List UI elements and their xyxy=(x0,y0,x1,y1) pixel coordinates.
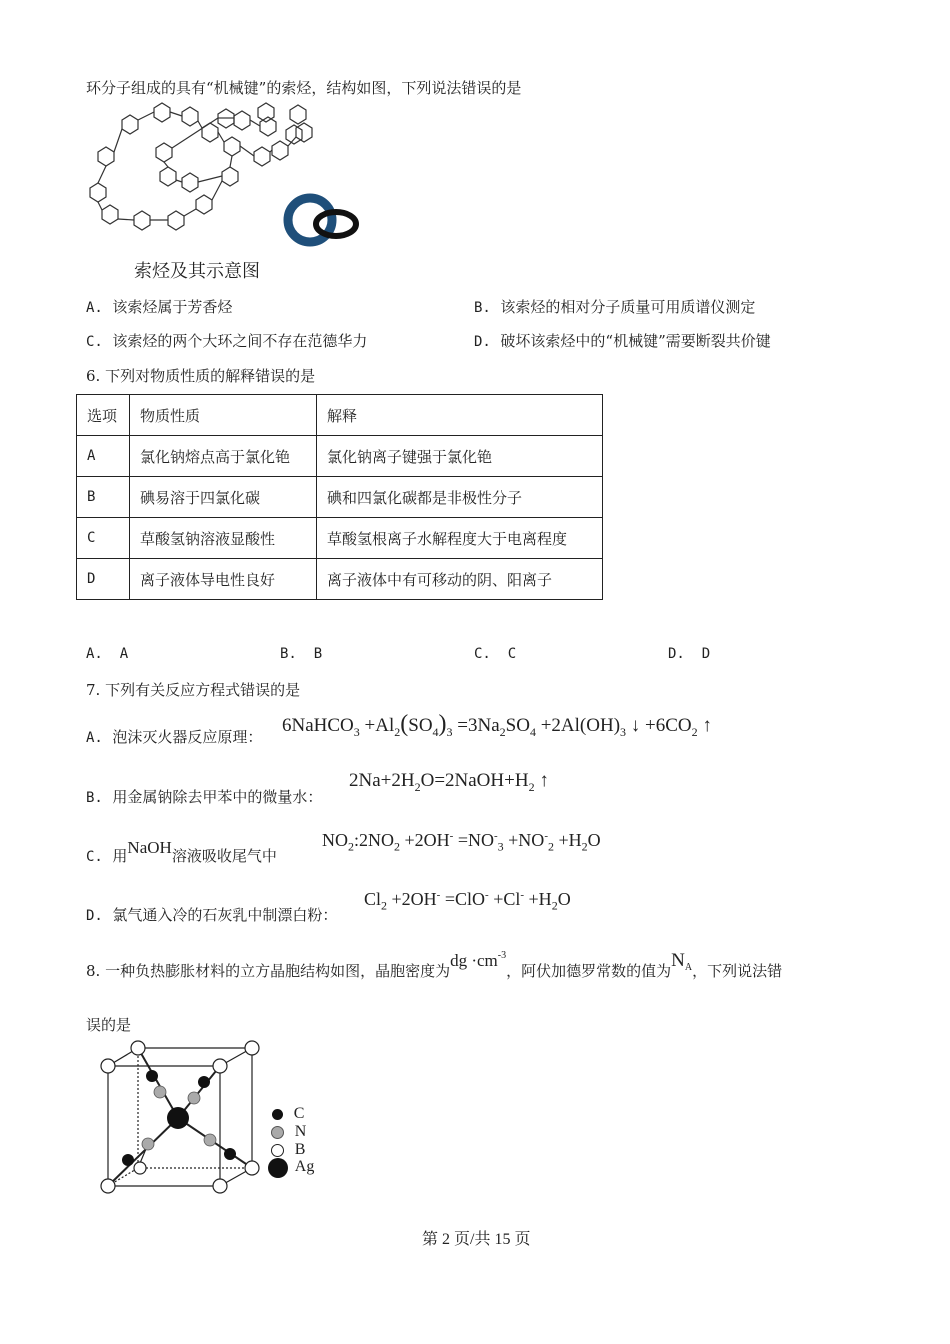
table-cell: 碘易溶于四氯化碳 xyxy=(130,477,317,518)
table-cell: 离子液体导电性良好 xyxy=(130,559,317,600)
benzene-ring xyxy=(272,141,288,160)
table-cell: 氯化钠熔点高于氯化铯 xyxy=(130,436,317,477)
table-cell: C xyxy=(77,518,130,559)
table-cell: D xyxy=(77,559,130,600)
table-header-cell: 选项 xyxy=(77,395,130,436)
legend-item-b: B xyxy=(268,1140,314,1158)
benzene-ring xyxy=(224,137,240,156)
benzene-ring xyxy=(160,167,176,186)
benzene-ring xyxy=(222,167,238,186)
q6-option-c[interactable]: C. C xyxy=(474,646,517,662)
benzene-ring xyxy=(202,123,218,142)
benzene-ring xyxy=(98,147,114,166)
q7-stem: 7. 下列有关反应方程式错误的是 xyxy=(86,681,301,699)
table-row xyxy=(77,518,603,559)
table-cell: B xyxy=(77,477,130,518)
q7-equation-d: $Cl_2 +2OH^- =ClO^- +Cl^- +H_2O$ xyxy=(364,889,571,913)
benzene-ring xyxy=(134,211,150,230)
q7-equation-c: $NO_2:2NO_2 +2OH^- =NO^-_3 +NO^-_2 +H_2O$ xyxy=(322,830,601,854)
q5-stem: 环分子组成的具有“机械键”的索烃，结构如图，下列说法错误的是 xyxy=(86,79,522,97)
q5-option-d[interactable]: D. 破坏该索烃中的“机械键”需要断裂共价键 xyxy=(474,332,771,350)
q7-option-a[interactable]: A. 泡沫灭火器反应原理： xyxy=(86,728,263,746)
benzene-ring xyxy=(182,173,198,192)
table-row xyxy=(77,477,603,518)
q6-option-b[interactable]: B. B xyxy=(280,646,323,662)
q6-option-d[interactable]: D. D xyxy=(668,646,711,662)
table-header-cell: 解释 xyxy=(317,395,603,436)
benzene-ring xyxy=(254,147,270,166)
table-cell: 草酸氢钠溶液显酸性 xyxy=(130,518,317,559)
benzene-ring xyxy=(102,205,118,224)
table-cell: 碘和四氯化碳都是非极性分子 xyxy=(317,477,603,518)
benzene-ring xyxy=(90,183,106,202)
legend-item-ag: Ag xyxy=(268,1158,314,1182)
benzene-ring xyxy=(122,115,138,134)
catenane-structure-figure xyxy=(84,100,374,250)
benzene-ring xyxy=(196,195,212,214)
q5-figure-caption: 索烃及其示意图 xyxy=(134,261,260,282)
crystal-legend xyxy=(268,1104,314,1182)
table-header-cell: 物质性质 xyxy=(130,395,317,436)
table-cell: 草酸氢根离子水解程度大于电离程度 xyxy=(317,518,603,559)
page-number: 第 2 页/共 15 页 xyxy=(422,1231,531,1248)
benzene-ring xyxy=(182,107,198,126)
table-cell: 离子液体中有可移动的阴、阳离子 xyxy=(317,559,603,600)
benzene-ring xyxy=(154,103,170,122)
q6-table xyxy=(76,394,603,600)
benzene-ring xyxy=(286,125,302,144)
benzene-ring xyxy=(258,103,274,122)
legend-item-c: C xyxy=(268,1104,314,1122)
benzene-ring xyxy=(290,105,306,124)
q5-option-b[interactable]: B. 该索烃的相对分子质量可用质谱仪测定 xyxy=(474,298,756,316)
q5-option-c[interactable]: C. 该索烃的两个大环之间不存在范德华力 xyxy=(86,332,368,350)
benzene-ring xyxy=(234,111,250,130)
benzene-ring xyxy=(156,143,172,162)
table-cell: 氯化钠离子键强于氯化铯 xyxy=(317,436,603,477)
q8-stem-line2: 误的是 xyxy=(86,1016,132,1034)
q7-option-d[interactable]: D. 氯气通入冷的石灰乳中制漂白粉： xyxy=(86,906,338,924)
q7-option-b[interactable]: B. 用金属钠除去甲苯中的微量水： xyxy=(86,788,323,806)
benzene-ring xyxy=(296,123,312,142)
q7-equation-b: $2Na+2H_2O=2NaOH+H_2$ ↑ xyxy=(349,770,549,794)
legend-item-n: N xyxy=(268,1122,314,1140)
table-cell: A xyxy=(77,436,130,477)
table-header-row xyxy=(77,395,603,436)
q7-option-c[interactable]: C. 用NaOH溶液吸收尾气中 xyxy=(86,838,277,865)
q7-equation-a: 6NaHCO$_3$ $+Al_2(SO_4)_3 =3Na_2SO_4 +2Al(OH)_3$ ↓ $+6CO_2$ ↑ xyxy=(282,711,712,739)
table-row xyxy=(77,559,603,600)
q6-stem: 6. 下列对物质性质的解释错误的是 xyxy=(86,367,316,385)
q5-option-a[interactable]: A. 该索烃属于芳香烃 xyxy=(86,298,233,316)
table-row xyxy=(77,436,603,477)
q6-option-a[interactable]: A. A xyxy=(86,646,129,662)
q8-stem: 8. 一种负热膨胀材料的立方晶胞结构如图，晶胞密度为dg $\cdot cm^{-3}$，阿伏加德罗常数的值为$N^A$，下列说法错 xyxy=(86,950,783,980)
benzene-ring xyxy=(168,211,184,230)
